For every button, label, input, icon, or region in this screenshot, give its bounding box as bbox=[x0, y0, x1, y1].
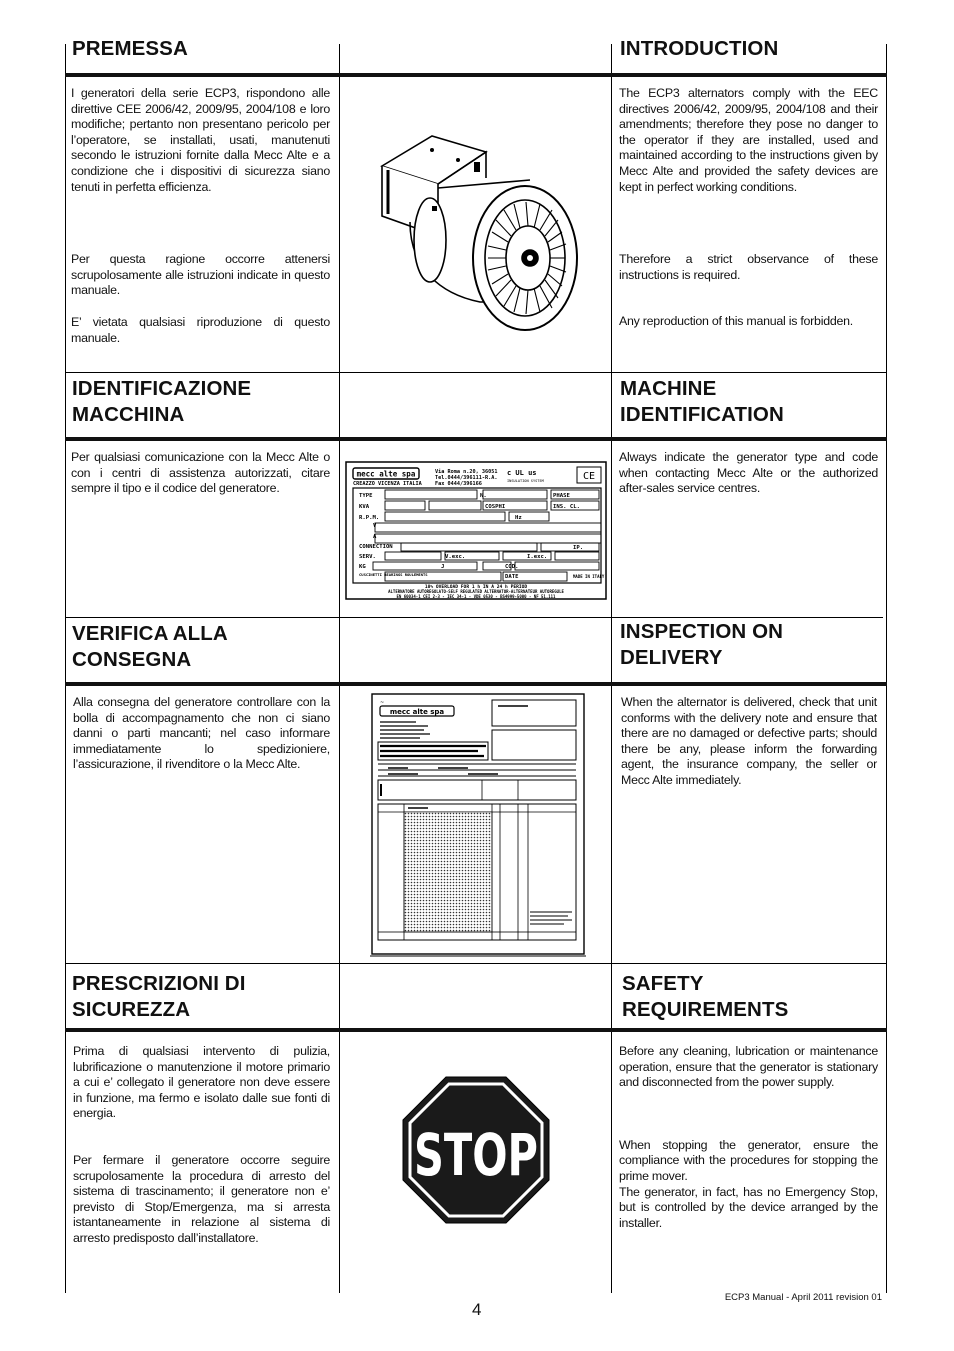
stop-sign-icon bbox=[402, 1076, 550, 1224]
nameplate-address2: Tel.0444/396111-R.A. bbox=[435, 475, 498, 481]
paragraph: When stopping the generator, ensure the compliance with the procedures for stopping the prime mover. bbox=[619, 1137, 878, 1183]
text-verifica bbox=[73, 695, 330, 773]
nameplate-ip-label: IP. bbox=[573, 545, 584, 551]
text-inspection bbox=[621, 695, 877, 789]
paragraph: I generatori della serie ECP3, rispondono alle direttive CEE 2006/42, 2009/95, 2004/108 e loro modifiche; pertanto non presentano pericolo per l’operatore, se installati, usati, manutenuti secondo le istruzioni fornite dalla Mecc Alte e a condizione che i dispositivi di sicurezza siano tenuti in perfetta efficienza. bbox=[71, 86, 330, 194]
title-verifica: VERIFICA ALLA CONSEGNA bbox=[72, 622, 228, 671]
column-divider-center-left bbox=[339, 44, 340, 1293]
nameplate-kva-label: KVA bbox=[359, 504, 370, 510]
title-premessa: PREMESSA bbox=[72, 37, 188, 60]
rule-section3 bbox=[65, 682, 887, 686]
title-identificazione: IDENTIFICAZIONE MACCHINA bbox=[72, 377, 252, 426]
nameplate-type-label: TYPE bbox=[359, 493, 373, 499]
paragraph: Therefore a strict observance of these instructions is required. bbox=[619, 252, 878, 282]
text-prescrizioni bbox=[73, 1044, 330, 1247]
paragraph: Any reproduction of this manual is forbidden. bbox=[619, 314, 853, 329]
paragraph: Alla consegna del generatore controllare con la bolla di accompagnamento che non ci siano danni o parti mancanti; nel caso informare immediatamente lo spedizioniere, l’assicurazione, il rivenditore o la Mecc Alte. bbox=[73, 695, 330, 772]
paragraph: Per qualsiasi comunicazione con la Mecc Alte o con i centri di assistenza autorizzati, citare sempre il tipo e il codice del generatore. bbox=[71, 450, 330, 496]
nameplate-cod-label: COD. bbox=[505, 564, 519, 570]
nameplate-ul-mark: c UL us bbox=[507, 469, 537, 477]
nameplate-vexc-label: V.exc. bbox=[445, 554, 466, 560]
page-footer: ECP3 Manual - April 2011 revision 01 bbox=[724, 1292, 882, 1303]
delivery-note-mark: ~ bbox=[380, 700, 385, 706]
nameplate-brand: mecc alte spa bbox=[356, 469, 416, 479]
nameplate-city: CREAZZO VICENZA ITALIA bbox=[353, 481, 422, 487]
nameplate-date-label: DATE bbox=[505, 574, 519, 580]
nameplate-footer2: ALTERNATORE AUTOREGOLATO-SELF REGULATED ALTERNATOR-ALTERNATEUR AUTOREGULE bbox=[388, 589, 564, 594]
rule-top-section3 bbox=[65, 617, 883, 618]
rule-section2 bbox=[65, 437, 887, 441]
nameplate-made-label: MADE IN ITALY bbox=[573, 574, 605, 579]
nameplate-rpm-label: R.P.M. bbox=[359, 515, 380, 521]
paragraph: The ECP3 alternators comply with the EEC directives 2006/42, 2009/95, 2004/108 and their amendments; therefore they pose no danger to the operator if they are installed, used and maintained according to the instructions given by Mecc Alte and provided the safety devices are kept in perfect working conditions. bbox=[619, 86, 878, 194]
title-safety: SAFETY REQUIREMENTS bbox=[622, 972, 789, 1021]
nameplate-kg-label: KG bbox=[359, 564, 366, 570]
text-premessa bbox=[71, 86, 330, 346]
title-prescrizioni: PRESCRIZIONI DI SICUREZZA bbox=[72, 972, 246, 1021]
nameplate-connection-label: CONNECTION bbox=[359, 544, 393, 550]
nameplate-footer3: EN 60034-1 CEI 2-3 - IEC 34-1 - VDE 0530 - BS4999-5000 - NF 51.111 bbox=[396, 594, 556, 599]
column-divider-right bbox=[886, 44, 887, 1293]
paragraph: Always indicate the generator type and code when contacting Mecc Alte or the authorized after-sales service centres. bbox=[619, 450, 878, 496]
nameplate-fax: Fax 0444/396166 bbox=[435, 481, 482, 487]
rule-section4 bbox=[65, 1028, 887, 1032]
nameplate-a-label: A bbox=[373, 534, 377, 540]
nameplate-iexc-label: I.exc. bbox=[527, 554, 548, 560]
paragraph: Prima di qualsiasi intervento di pulizia, lubrificazione o manutenzione il motore primario a cui e’ collegato il generatore non deve essere in funzione, ma fermo e isolato dalle sue fonti di energia. bbox=[73, 1044, 330, 1121]
stop-sign-text: STOP bbox=[414, 1121, 538, 1189]
paragraph: Per questa ragione occorre attenersi scrupolosamente alle istruzioni indicate in questo manuale. bbox=[71, 252, 330, 298]
nameplate-serv-label: SERV. bbox=[359, 554, 376, 560]
nameplate-cosphi-label: COSPHI bbox=[485, 504, 506, 510]
delivery-note-brand: mecc alte spa bbox=[389, 708, 445, 716]
paragraph: E’ vietata qualsiasi riproduzione di questo manuale. bbox=[71, 314, 330, 345]
nameplate-v-label: V bbox=[373, 523, 377, 529]
ce-mark-icon: CE bbox=[582, 471, 596, 482]
text-safety bbox=[619, 1044, 878, 1231]
rule-top-section4 bbox=[65, 963, 887, 964]
rule-section1 bbox=[65, 73, 887, 77]
nameplate-ul-subtext: INSULATION SYSTEM bbox=[507, 479, 544, 483]
text-identificazione bbox=[71, 450, 330, 497]
delivery-note-illustration bbox=[368, 692, 588, 958]
paragraph: Before any cleaning, lubrication or maintenance operation, ensure that the generator is stationary and disconnected from the power supply. bbox=[619, 1044, 878, 1090]
nameplate-illustration bbox=[345, 461, 607, 601]
nameplate-bearings-label: CUSCINETTI BEARINGS ROULEMENTS bbox=[359, 572, 428, 577]
paragraph: The generator, in fact, has no Emergency Stop, but is controlled by the device arranged by the installer. bbox=[619, 1184, 878, 1230]
column-divider-center-right bbox=[611, 44, 612, 1293]
title-inspection: INSPECTION ON DELIVERY bbox=[620, 620, 784, 669]
alternator-illustration bbox=[370, 118, 580, 338]
nameplate-n-label: N. bbox=[480, 493, 487, 499]
text-machine-identification bbox=[619, 450, 878, 497]
nameplate-phase-label: PHASE bbox=[553, 493, 570, 499]
nameplate-j-label: J bbox=[441, 564, 445, 570]
nameplate-hz-label: Hz bbox=[515, 515, 522, 521]
nameplate-inscl-label: INS. CL. bbox=[553, 504, 580, 510]
title-introduction: INTRODUCTION bbox=[620, 37, 779, 60]
column-divider-left bbox=[65, 44, 66, 1293]
nameplate-address1: Via Roma n.20, 36051 bbox=[435, 469, 498, 475]
paragraph: When the alternator is delivered, check that unit conforms with the delivery note and ensure that there are no damaged or defective parts; should there be any, please inform the forwarding agent, the insurance company, the seller or Mecc Alte immediately. bbox=[621, 695, 877, 787]
rule-top-section2 bbox=[65, 372, 887, 373]
nameplate-footer1: 10% OVERLOAD FOR 1 h IN A 24 h PERIOD bbox=[424, 585, 528, 590]
paragraph: Per fermare il generatore occorre seguire scrupolosamente la procedura di arresto del sistema di trascinamento; il generatore non e’ previsto di Stop/Emergenza, ma si arresta istantaneamente in relazione al sistema di arresto predisposto dall’installatore. bbox=[73, 1152, 330, 1245]
page-number: 4 bbox=[472, 1300, 482, 1319]
text-introduction bbox=[619, 86, 878, 330]
title-machine-identification: MACHINE IDENTIFICATION bbox=[620, 377, 784, 426]
